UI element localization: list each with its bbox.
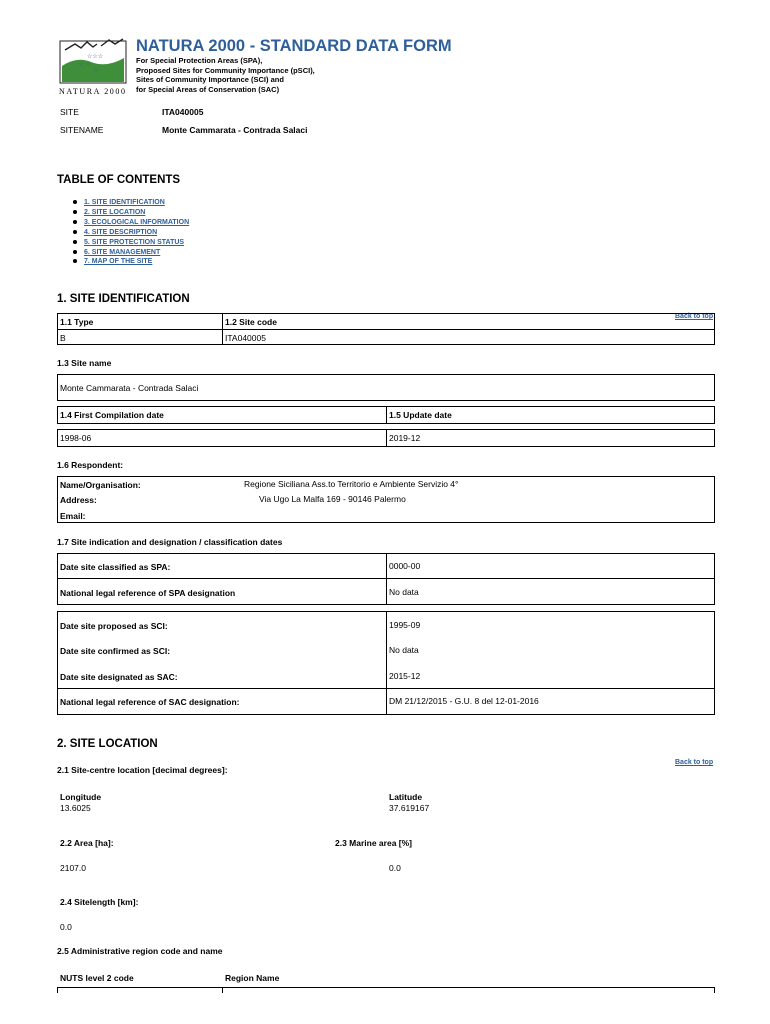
subtitle-line: For Special Protection Areas (SPA),	[136, 56, 263, 65]
type-label: 1.1 Type	[60, 317, 94, 327]
toc-link-site-protection-status[interactable]: 5. SITE PROTECTION STATUS	[84, 238, 185, 246]
sac-date-label: Date site designated as SAC:	[60, 672, 178, 682]
svg-text:☆☆☆: ☆☆☆	[87, 54, 104, 60]
toc-item	[73, 238, 189, 248]
sci-confirmed-value: No data	[389, 645, 419, 655]
back-to-top-link[interactable]: Back to top	[675, 759, 714, 766]
sac-ref-label: National legal reference of SAC designation:	[60, 697, 240, 707]
back-to-top-link[interactable]: Back to top	[675, 313, 714, 320]
respondent-label: 1.6 Respondent:	[57, 460, 124, 470]
toc-item	[73, 218, 189, 228]
area-label: 2.2 Area [ha]:	[60, 838, 114, 848]
email-label: Email:	[60, 511, 86, 521]
site-value: ITA040005	[162, 107, 204, 117]
section1-heading: 1. SITE IDENTIFICATION	[57, 293, 190, 305]
section2-heading: 2. SITE LOCATION	[57, 738, 158, 750]
type-value: B	[60, 333, 66, 343]
code-label: 1.2 Site code	[225, 317, 277, 327]
svg-text:☆ ☆: ☆ ☆	[79, 62, 92, 68]
toc-heading: TABLE OF CONTENTS	[57, 174, 181, 186]
sci-proposed-label: Date site proposed as SCI:	[60, 621, 168, 631]
marine-area-value: 0.0	[389, 863, 401, 873]
toc-link-site-description[interactable]: 4. SITE DESCRIPTION	[84, 228, 158, 236]
toc-item	[73, 257, 189, 267]
toc-list	[73, 198, 189, 267]
toc-item	[73, 208, 189, 218]
organisation-value: Regione Siciliana Ass.to Territorio e Ambiente Servizio 4°	[244, 479, 459, 489]
toc-item	[73, 248, 189, 258]
subtitle-line: Sites of Community Importance (SCI) and	[136, 75, 284, 85]
toc-link-map-of-the-site[interactable]: 7. MAP OF THE SITE	[84, 258, 153, 266]
site-name-label: 1.3 Site name	[57, 358, 112, 368]
subtitle-line: Proposed Sites for Community Importance (pSCI),	[136, 65, 315, 75]
sci-confirmed-label: Date site confirmed as SCI:	[60, 646, 171, 656]
spa-date-label: Date site classified as SPA:	[60, 562, 171, 572]
organisation-label: Name/Organisation:	[60, 480, 141, 490]
admin-region-label: 2.5 Administrative region code and name	[57, 946, 223, 956]
toc-link-site-location[interactable]: 2. SITE LOCATION	[84, 208, 146, 216]
svg-text:☆: ☆	[93, 68, 99, 74]
latitude-value: 37.619167	[389, 803, 430, 813]
toc-item	[73, 198, 189, 208]
toc-link-site-identification[interactable]: 1. SITE IDENTIFICATION	[84, 199, 165, 206]
sitelength-value: 0.0	[60, 922, 72, 932]
toc-item	[73, 228, 189, 238]
logo-text: NATURA 2000	[59, 87, 127, 96]
latitude-label: Latitude	[389, 792, 423, 802]
spa-date-value: 0000-00	[389, 561, 421, 571]
site-name-value: Monte Cammarata - Contrada Salaci	[60, 383, 199, 393]
natura-2000-logo	[57, 38, 129, 96]
subtitle-line: for Special Areas of Conservation (SAC)	[136, 84, 280, 94]
longitude-label: Longitude	[60, 792, 102, 802]
first-compilation-value: 1998-06	[60, 433, 92, 443]
site-centre-label: 2.1 Site-centre location [decimal degrees]:	[57, 765, 228, 775]
address-label: Address:	[60, 495, 97, 505]
sac-ref-value: DM 21/12/2015 - G.U. 8 del 12-01-2016	[389, 696, 539, 706]
code-value: ITA040005	[225, 333, 266, 343]
region-name-header: Region Name	[225, 973, 280, 983]
address-value: Via Ugo La Malfa 169 - 90146 Palermo	[259, 494, 406, 504]
sitename-label: SITENAME	[60, 125, 104, 135]
first-compilation-label: 1.4 First Compilation date	[60, 410, 164, 420]
toc-link-ecological-information[interactable]: 3. ECOLOGICAL INFORMATION	[84, 218, 190, 226]
sitelength-label: 2.4 Sitelength [km]:	[60, 897, 139, 907]
update-date-label: 1.5 Update date	[389, 410, 452, 420]
spa-ref-label: National legal reference of SPA designation	[60, 588, 236, 598]
sci-proposed-value: 1995-09	[389, 620, 421, 630]
update-date-value: 2019-12	[389, 433, 421, 443]
page-title: NATURA 2000 - STANDARD DATA FORM	[136, 37, 452, 55]
sac-date-value: 2015-12	[389, 671, 421, 681]
nuts-code-header: NUTS level 2 code	[60, 973, 134, 983]
designation-label: 1.7 Site indication and designation / classification dates	[57, 537, 283, 547]
spa-ref-value: No data	[389, 587, 419, 597]
longitude-value: 13.6025	[60, 803, 91, 813]
area-value: 2107.0	[60, 863, 86, 873]
sitename-value: Monte Cammarata - Contrada Salaci	[162, 125, 308, 135]
site-label: SITE	[60, 107, 79, 117]
marine-area-label: 2.3 Marine area [%]	[335, 838, 413, 848]
page-subtitle	[136, 56, 315, 94]
toc-link-site-management[interactable]: 6. SITE MANAGEMENT	[84, 248, 161, 256]
